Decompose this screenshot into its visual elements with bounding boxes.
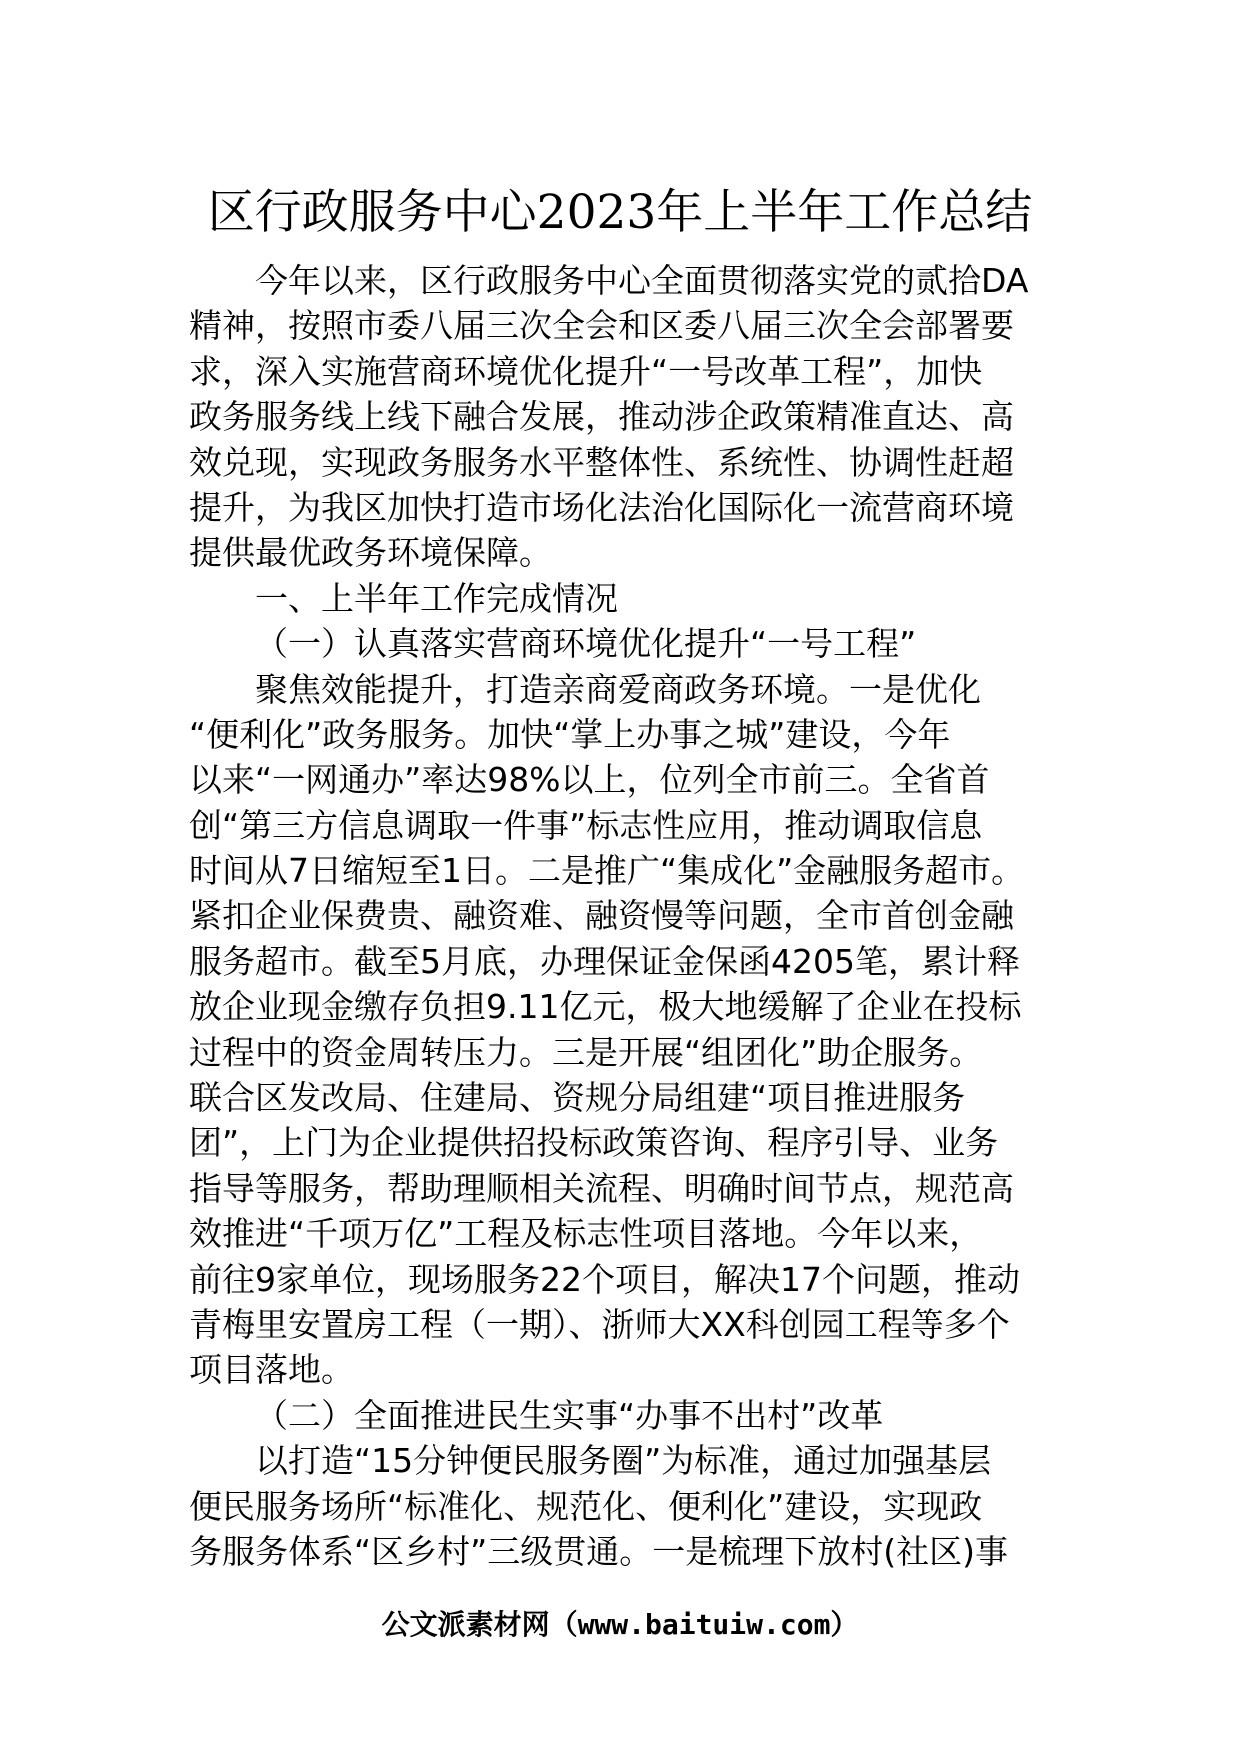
paragraph-line: 联合区发改局、住建局、资规分局组建“项目推进服务	[189, 1078, 966, 1118]
paragraph-line: 提供最优政务环境保障。	[189, 533, 552, 573]
paragraph-line: 放企业现金缴存负担9.11亿元，极大地缓解了企业在投标	[189, 987, 1022, 1027]
paragraph-line: 求，深入实施营商环境优化提升“一号改革工程”，加快	[189, 351, 983, 391]
document-title: 区行政服务中心2023年上半年工作总结	[207, 185, 1033, 240]
paragraph-line: 政务服务线上线下融合发展，推动涉企政策精准直达、高	[189, 397, 1014, 437]
paragraph-line: 以打造“15分钟便民服务圈”为标准，通过加强基层	[255, 1441, 992, 1481]
paragraph-line: 提升，为我区加快打造市场化法治化国际化一流营商环境	[189, 487, 1014, 527]
paragraph-line: 效兑现，实现政务服务水平整体性、系统性、协调性赶超	[189, 442, 1014, 482]
section-heading: 一、上半年工作完成情况	[255, 578, 618, 618]
paragraph-line: 聚焦效能提升，打造亲商爱商政务环境。一是优化	[255, 669, 981, 709]
paragraph-line: 项目落地。	[189, 1350, 354, 1390]
paragraph-line: 以来“一网通办”率达98%以上，位列全市前三。全省首	[189, 760, 990, 800]
paragraph-line: 效推进“千项万亿”工程及标志性项目落地。今年以来，	[189, 1214, 983, 1254]
subsection-heading: （二）全面推进民生实事“办事不出村”改革	[255, 1395, 884, 1435]
paragraph-line: 团”，上门为企业提供招投标政策咨询、程序引导、业务	[189, 1123, 999, 1163]
source-watermark: 公文派素材网（www.baituiw.com）	[381, 1608, 859, 1641]
paragraph-line: 青梅里安置房工程（一期）、浙师大XX科创园工程等多个	[189, 1304, 1010, 1344]
paragraph-line: 前往9家单位，现场服务22个项目，解决17个问题，推动	[189, 1259, 1020, 1299]
paragraph-line: 时间从7日缩短至1日。二是推广“集成化”金融服务超市。	[189, 851, 1025, 891]
paragraph-line: 便民服务场所“标准化、规范化、便利化”建设，实现政	[189, 1486, 983, 1526]
paragraph-line: 创“第三方信息调取一件事”标志性应用，推动调取信息	[189, 805, 983, 845]
paragraph-line: 过程中的资金周转压力。三是开展“组团化”助企服务。	[189, 1032, 983, 1072]
subsection-heading: （一）认真落实营商环境优化提升“一号工程”	[255, 624, 917, 664]
paragraph-line: 服务超市。截至5月底，办理保证金保函4205笔，累计释	[189, 941, 1020, 981]
paragraph-line: 精神，按照市委八届三次全会和区委八届三次全会部署要	[189, 306, 1014, 346]
paragraph-line: 今年以来，区行政服务中心全面贯彻落实党的贰拾DA	[255, 261, 1029, 300]
paragraph-line: 务服务体系“区乡村”三级贯通。一是梳理下放村(社区)事	[189, 1531, 1008, 1571]
paragraph-line: 紧扣企业保费贵、融资难、融资慢等问题，全市首创金融	[189, 896, 1014, 936]
paragraph-line: “便利化”政务服务。加快“掌上办事之城”建设，今年	[189, 714, 951, 754]
paragraph-line: 指导等服务，帮助理顺相关流程、明确时间节点，规范高	[189, 1168, 1014, 1208]
document-body	[189, 258, 1069, 1574]
